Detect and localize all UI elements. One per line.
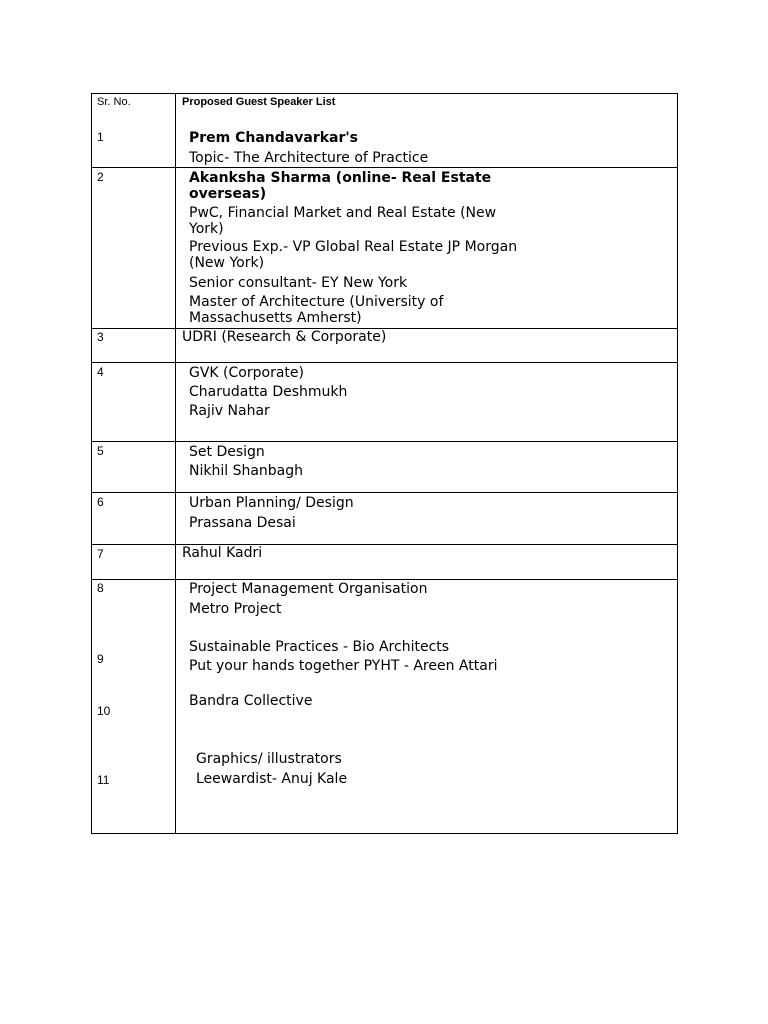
row-number: 7 bbox=[97, 547, 104, 561]
row-number: 3 bbox=[97, 330, 104, 344]
row-number: 2 bbox=[97, 170, 104, 184]
speaker-detail: Metro Project bbox=[189, 601, 282, 617]
column-divider bbox=[175, 93, 176, 834]
speaker-detail: Project Management Organisation bbox=[189, 581, 428, 597]
row-divider bbox=[91, 492, 678, 493]
speaker-detail: Prassana Desai bbox=[189, 515, 296, 531]
speaker-detail: Master of Architecture (University of Massachusetts Amherst) bbox=[189, 294, 444, 326]
row-divider bbox=[91, 167, 678, 168]
speaker-detail: Rahul Kadri bbox=[182, 545, 263, 561]
row-number: 9 bbox=[97, 652, 104, 666]
list-title-header: Proposed Guest Speaker List bbox=[182, 96, 336, 108]
row-divider bbox=[91, 544, 678, 545]
speaker-name: Prem Chandavarkar's bbox=[189, 130, 359, 146]
row-number: 8 bbox=[97, 581, 104, 595]
speaker-detail: Senior consultant- EY New York bbox=[189, 275, 408, 291]
row-number: 6 bbox=[97, 495, 104, 509]
row-number: 5 bbox=[97, 444, 104, 458]
speaker-detail: PwC, Financial Market and Real Estate (New York) bbox=[189, 205, 497, 237]
row-divider bbox=[91, 362, 678, 363]
speaker-detail: Topic- The Architecture of Practice bbox=[189, 150, 429, 166]
speaker-detail: Urban Planning/ Design bbox=[189, 495, 354, 511]
speaker-name: Akanksha Sharma (online- Real Estate overseas) bbox=[189, 170, 492, 202]
row-number: 4 bbox=[97, 365, 104, 379]
speaker-detail: Graphics/ illustrators bbox=[196, 751, 342, 767]
speaker-detail: Sustainable Practices - Bio Architects bbox=[189, 639, 450, 655]
row-divider bbox=[91, 441, 678, 442]
speaker-detail: Leewardist- Anuj Kale bbox=[196, 771, 348, 787]
speaker-detail: UDRI (Research & Corporate) bbox=[182, 329, 387, 345]
speaker-detail: Charudatta Deshmukh bbox=[189, 384, 348, 400]
speaker-detail: Bandra Collective bbox=[189, 693, 313, 709]
row-divider bbox=[91, 579, 678, 580]
row-number: 11 bbox=[97, 773, 110, 787]
speaker-detail: Set Design bbox=[189, 444, 265, 460]
speaker-detail: Previous Exp.- VP Global Real Estate JP Morgan (New York) bbox=[189, 239, 518, 271]
row-number: 1 bbox=[97, 130, 104, 144]
speaker-detail: GVK (Corporate) bbox=[189, 365, 304, 381]
row-number: 10 bbox=[97, 704, 111, 718]
sr-no-header: Sr. No. bbox=[97, 96, 131, 108]
speaker-detail: Nikhil Shanbagh bbox=[189, 463, 304, 479]
speaker-detail: Put your hands together PYHT - Areen Attari bbox=[189, 658, 498, 674]
speaker-detail: Rajiv Nahar bbox=[189, 403, 270, 419]
